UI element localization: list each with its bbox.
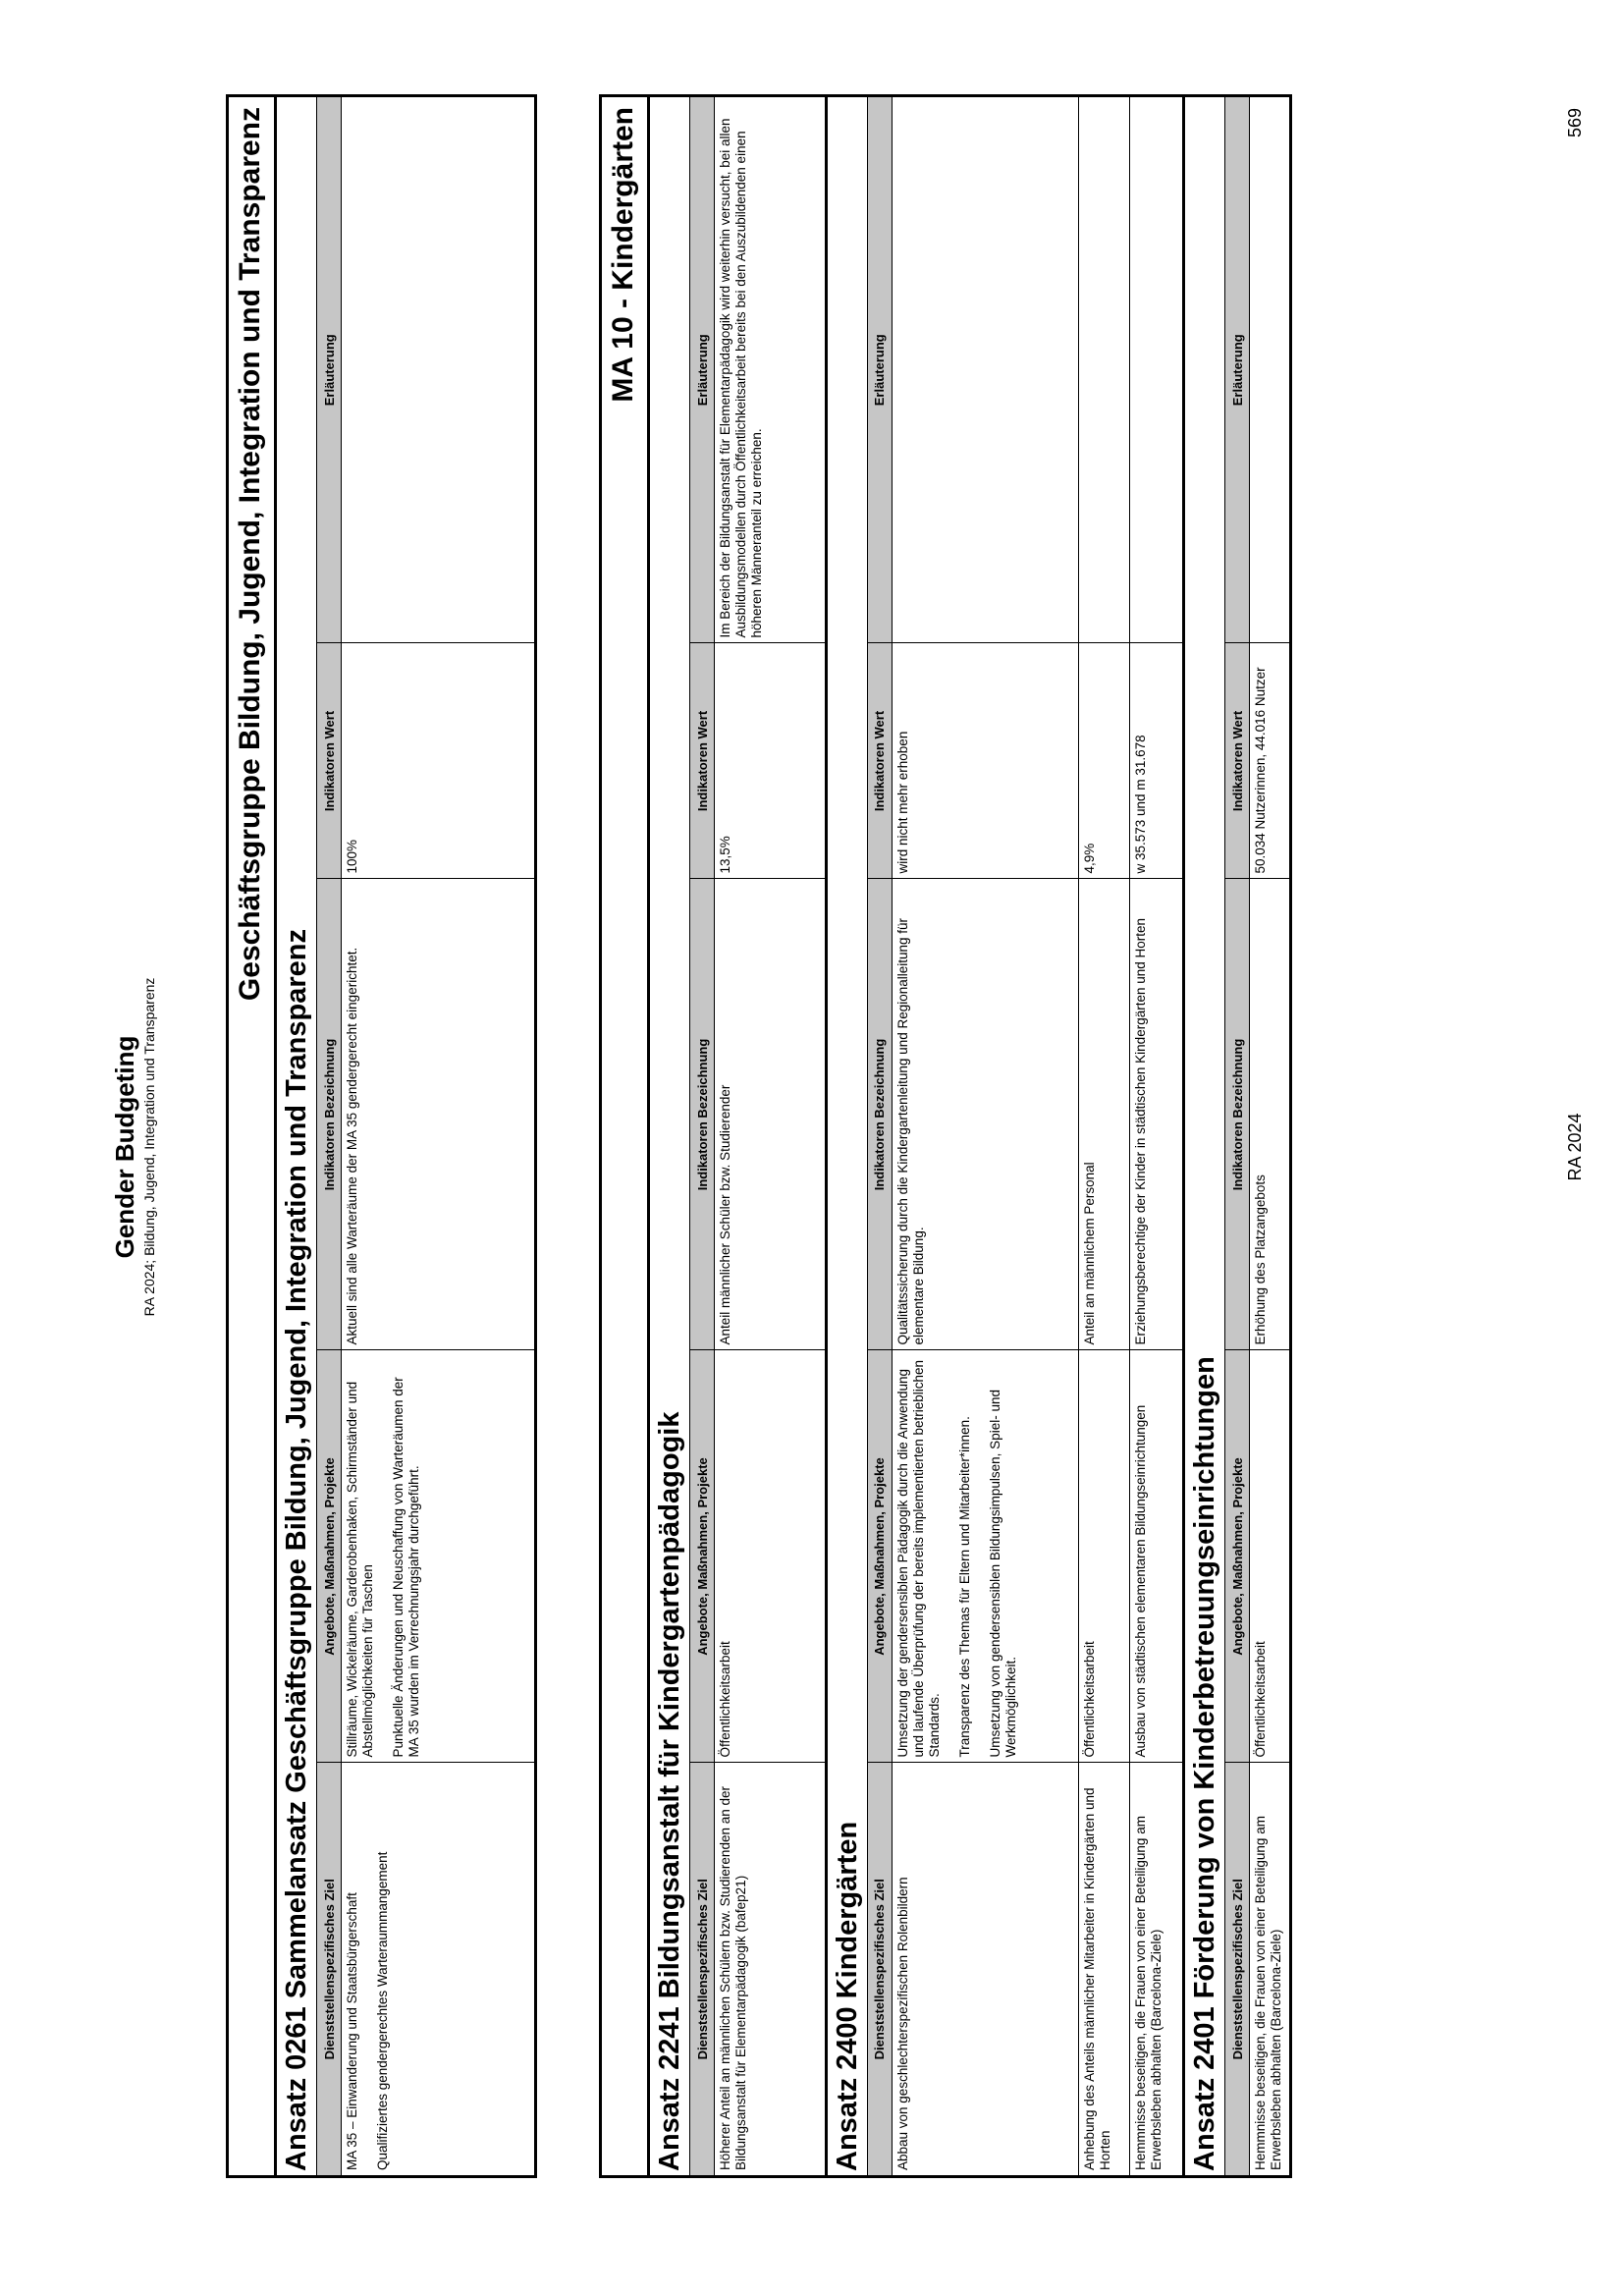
cell-text: wird nicht mehr erhoben — [894, 731, 910, 874]
cell-text: Transparenz des Themas für Eltern und Mitarbeiter*innen. — [956, 1416, 972, 1758]
cell-text: Anteil an männlichem Personal — [1081, 1162, 1097, 1345]
header-erlaeuterung: Erläuterung — [1225, 97, 1250, 643]
cell-text: Hemmnisse beseitigen, die Frauen von einer Beteiligung am Erwerbsleben abhalten (Barcelona-Ziele) — [1132, 1816, 1164, 2170]
block-geschaeftsgruppe — [226, 94, 537, 2178]
cell-text: Punktuelle Änderungen und Neuschaffung von Warteräumen der MA 35 wurden im Verrechnungsjahr durchgeführt. — [391, 1377, 421, 1758]
cell-massnahmen — [1078, 1350, 1129, 1763]
cell-erlaeuterung — [1078, 97, 1129, 643]
cell-wert — [715, 643, 825, 879]
cell-erlaeuterung — [1129, 97, 1182, 643]
table-row — [1250, 97, 1289, 2175]
section-title: Ansatz 2241 Bildungsanstalt für Kindergartenpädagogik — [647, 97, 689, 2175]
block-title: MA 10 - Kindergärten — [607, 107, 639, 403]
section-title: Ansatz 2400 Kindergärten — [825, 97, 867, 2175]
cell-erlaeuterung — [892, 97, 1078, 643]
cell-bezeichnung — [1078, 879, 1129, 1350]
cell-text: Umsetzung der gendersensiblen Pädagogik durch die Anwendung und laufende Überprüfung der bereits implementierten betrieblichen Standards. — [894, 1360, 942, 1758]
cell-text: Ausbau von städtischen elementaren Bildungseinrichtungen — [1132, 1404, 1148, 1758]
header-bezeichnung: Indikatoren Bezeichnung — [867, 879, 892, 1350]
cell-bezeichnung — [715, 879, 825, 1350]
cell-massnahmen — [715, 1350, 825, 1763]
cell-massnahmen — [892, 1350, 1078, 1763]
cell-text: 50.034 Nutzerinnen, 44.016 Nutzer — [1253, 667, 1268, 874]
cell-wert — [342, 643, 534, 879]
table-header-row — [317, 97, 342, 2175]
cell-ziel — [1078, 1763, 1129, 2175]
section-title: Ansatz 0261 Sammelansatz Geschäftsgruppe Bildung, Jugend, Integration und Transparenz — [274, 97, 316, 2175]
header-massnahmen: Angebote, Maßnahmen, Projekte — [1225, 1350, 1250, 1763]
header-wert: Indikatoren Wert — [690, 643, 715, 879]
gender-table — [1224, 97, 1289, 2175]
cell-text: Qualifiziertes gendergerechtes Warteraummangement — [375, 1851, 390, 2170]
header-massnahmen: Angebote, Maßnahmen, Projekte — [867, 1350, 892, 1763]
cell-massnahmen — [342, 1350, 534, 1763]
block-title: Geschäftsgruppe Bildung, Jugend, Integration und Transparenz — [234, 107, 266, 1002]
header-ziel: Dienststellenspezifisches Ziel — [1225, 1763, 1250, 2175]
gender-table — [867, 97, 1183, 2175]
header-massnahmen: Angebote, Maßnahmen, Projekte — [317, 1350, 342, 1763]
cell-wert — [1078, 643, 1129, 879]
section-title: Ansatz 2401 Förderung von Kinderbetreuungseinrichtungen — [1182, 97, 1224, 2175]
cell-text: Umsetzung von gendersensiblen Bildungsimpulsen, Spiel- und Werkmöglichkeit. — [987, 1390, 1018, 1758]
cell-text: 100% — [345, 839, 359, 874]
header-erlaeuterung: Erläuterung — [867, 97, 892, 643]
cell-text: 13,5% — [718, 836, 732, 874]
table-header-row — [867, 97, 892, 2175]
cell-massnahmen — [1129, 1350, 1182, 1763]
cell-text: Anhebung des Anteils männlicher Mitarbeiter in Kindergärten und Horten — [1081, 1787, 1112, 2170]
header-erlaeuterung: Erläuterung — [317, 97, 342, 643]
cell-ziel — [1250, 1763, 1289, 2175]
cell-text: Abbau von geschlechterspezifischen Rolenbildern — [894, 1877, 910, 2170]
header-bezeichnung: Indikatoren Bezeichnung — [690, 879, 715, 1350]
cell-wert — [1250, 643, 1289, 879]
header-erlaeuterung: Erläuterung — [690, 97, 715, 643]
cell-text: w 35.573 und m 31.678 — [1132, 735, 1148, 874]
cell-erlaeuterung — [1250, 97, 1289, 643]
cell-text: Anteil männlicher Schüler bzw. Studierender — [718, 1084, 732, 1345]
gender-table — [316, 97, 534, 2175]
block-ma10 — [599, 94, 1292, 2178]
cell-text: Erziehungsberechtige der Kinder in städtischen Kindergärten und Horten — [1132, 917, 1148, 1345]
cell-text: Im Bereich der Bildungsanstalt für Elementarpädagogik wird weiterhin versucht, bei allen Ausbildungsmodellen durch Öffentlichkeitsarbeit bereits bei den Auszubildenden einen höheren Männeranteil zu erreichen. — [718, 118, 764, 638]
table-row — [342, 97, 534, 2175]
cell-bezeichnung — [892, 879, 1078, 1350]
page-subtitle: RA 2024; Bildung, Jugend, Integration und Transparenz — [141, 977, 157, 1317]
footer-label: RA 2024 — [1565, 1113, 1585, 1181]
cell-text: Öffentlichkeitsarbeit — [718, 1641, 732, 1758]
cell-text: 4,9% — [1081, 843, 1097, 874]
cell-ziel — [892, 1763, 1078, 2175]
table-row — [1078, 97, 1129, 2175]
cell-text: Stillräume, Wickelräume, Garderobenhaken, Schirmständer und Abstellmöglichkeiten für Taschen — [345, 1381, 375, 1758]
cell-text: Erhöhung des Platzangebots — [1253, 1174, 1268, 1345]
cell-wert — [892, 643, 1078, 879]
header-ziel: Dienststellenspezifisches Ziel — [317, 1763, 342, 2175]
header-ziel: Dienststellenspezifisches Ziel — [690, 1763, 715, 2175]
page-title: Gender Budgeting — [110, 1035, 139, 1259]
header-ziel: Dienststellenspezifisches Ziel — [867, 1763, 892, 2175]
header-bezeichnung: Indikatoren Bezeichnung — [317, 879, 342, 1350]
cell-ziel — [715, 1763, 825, 2175]
header-wert: Indikatoren Wert — [1225, 643, 1250, 879]
table-row — [892, 97, 1078, 2175]
header-wert: Indikatoren Wert — [317, 643, 342, 879]
cell-text: Öffentlichkeitsarbeit — [1081, 1641, 1097, 1758]
cell-ziel — [1129, 1763, 1182, 2175]
header-wert: Indikatoren Wert — [867, 643, 892, 879]
cell-text: Höherer Anteil an männlichen Schülern bzw. Studierenden an der Bildungsanstalt für Elementarpädagogik (bafep21) — [718, 1786, 748, 2170]
cell-text: Öffentlichkeitsarbeit — [1253, 1641, 1268, 1758]
header-bezeichnung: Indikatoren Bezeichnung — [1225, 879, 1250, 1350]
cell-text: MA 35 – Einwanderung und Staatsbürgerschaft — [345, 1892, 359, 2170]
cell-text: Aktuell sind alle Warteräume der MA 35 gendergerecht eingerichtet. — [345, 947, 359, 1345]
cell-erlaeuterung — [342, 97, 534, 643]
cell-erlaeuterung — [715, 97, 825, 643]
page-number: 569 — [1565, 108, 1585, 138]
gender-table — [689, 97, 825, 2175]
table-row — [1129, 97, 1182, 2175]
header-massnahmen: Angebote, Maßnahmen, Projekte — [690, 1350, 715, 1763]
cell-bezeichnung — [342, 879, 534, 1350]
table-header-row — [690, 97, 715, 2175]
cell-ziel — [342, 1763, 534, 2175]
cell-text: Qualitätssicherung durch die Kindergartenleitung und Regionalleitung für elementare Bildung. — [894, 917, 926, 1345]
cell-text: Hemmnisse beseitigen, die Frauen von einer Beteiligung am Erwerbsleben abhalten (Barcelona-Ziele) — [1253, 1816, 1283, 2170]
table-header-row — [1225, 97, 1250, 2175]
cell-wert — [1129, 643, 1182, 879]
table-row — [715, 97, 825, 2175]
cell-bezeichnung — [1129, 879, 1182, 1350]
cell-bezeichnung — [1250, 879, 1289, 1350]
cell-massnahmen — [1250, 1350, 1289, 1763]
